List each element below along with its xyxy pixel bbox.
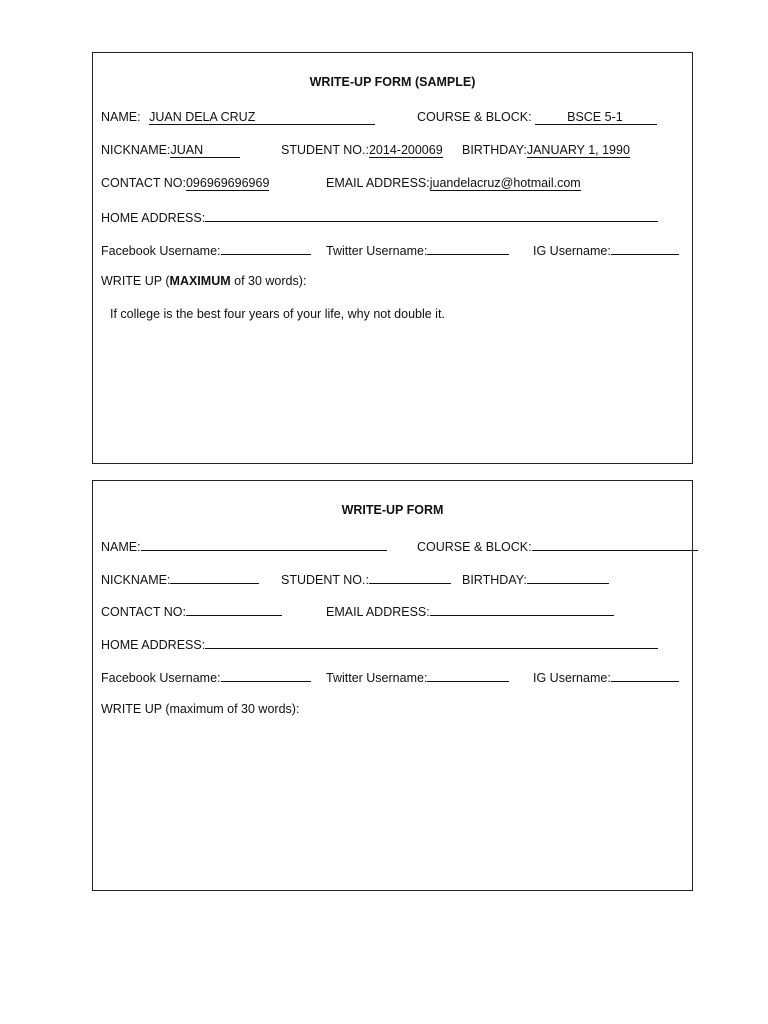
ig-field [533, 242, 679, 258]
contact-value: 096969696969 [185, 176, 270, 190]
home-address-field[interactable] [101, 636, 658, 652]
student-no-field[interactable] [281, 571, 451, 587]
birthday-field[interactable] [462, 571, 609, 587]
contact-label: CONTACT NO: [101, 176, 186, 190]
nickname-field[interactable] [101, 571, 259, 587]
twitter-label: Twitter Username: [326, 244, 428, 258]
name-label: NAME: [101, 540, 141, 554]
nickname-label: NICKNAME: [101, 573, 171, 587]
nickname-blank[interactable] [170, 571, 259, 584]
ig-label: IG Username: [533, 671, 611, 685]
email-label: EMAIL ADDRESS: [326, 176, 430, 190]
twitter-blank[interactable] [427, 669, 509, 682]
contact-field [101, 176, 269, 191]
twitter-field[interactable] [326, 669, 509, 685]
twitter-blank [427, 242, 509, 255]
social-usernames-row [101, 669, 684, 687]
course-block-blank[interactable] [532, 538, 698, 551]
contact-label: CONTACT NO: [101, 605, 186, 619]
home-address-blank[interactable] [205, 636, 658, 649]
contact-email-row [101, 603, 684, 621]
form-title: WRITE-UP FORM (SAMPLE) [309, 75, 476, 89]
name-value: JUAN DELA CRUZ [149, 110, 375, 125]
student-no-value: 2014-200069 [368, 143, 443, 157]
twitter-label: Twitter Username: [326, 671, 428, 685]
ig-blank [611, 242, 679, 255]
facebook-label: Facebook Username: [101, 671, 221, 685]
student-no-field [281, 143, 443, 158]
form-title: WRITE-UP FORM [341, 503, 444, 517]
home-address-field [101, 209, 658, 225]
course-block-label: COURSE & BLOCK: [417, 540, 532, 554]
social-usernames-row [101, 242, 684, 260]
contact-blank[interactable] [186, 603, 282, 616]
twitter-field [326, 242, 509, 258]
nickname-label: NICKNAME: [101, 143, 171, 157]
student-no-blank[interactable] [369, 571, 451, 584]
facebook-blank [221, 242, 311, 255]
contact-email-row [101, 176, 684, 194]
home-address-row [101, 209, 684, 227]
ig-label: IG Username: [533, 244, 611, 258]
nickname-student-birthday-row [101, 571, 684, 589]
write-up-label-row [101, 274, 684, 292]
facebook-field [101, 242, 311, 258]
birthday-value: JANUARY 1, 1990 [526, 143, 630, 157]
student-no-label: STUDENT NO.: [281, 143, 369, 157]
facebook-field[interactable] [101, 669, 311, 685]
nickname-value: JUAN [170, 143, 240, 158]
email-field [326, 176, 581, 191]
email-label: EMAIL ADDRESS: [326, 605, 430, 619]
name-label: NAME: [101, 110, 141, 124]
name-course-row [101, 538, 684, 556]
name-field [101, 110, 375, 125]
facebook-label: Facebook Username: [101, 244, 221, 258]
student-no-label: STUDENT NO.: [281, 573, 369, 587]
name-field[interactable] [101, 538, 387, 554]
nickname-student-birthday-row [101, 143, 684, 161]
write-up-label: WRITE UP (maximum of 30 words): [101, 702, 300, 716]
home-address-blank [205, 209, 658, 222]
blank-write-up-form [92, 480, 693, 891]
course-block-label: COURSE & BLOCK: [417, 110, 532, 124]
email-blank[interactable] [430, 603, 614, 616]
sample-write-up-form [92, 52, 693, 464]
facebook-blank[interactable] [221, 669, 311, 682]
birthday-field [462, 143, 630, 158]
ig-blank[interactable] [611, 669, 679, 682]
ig-field[interactable] [533, 669, 679, 685]
write-up-area[interactable] [101, 727, 684, 880]
birthday-label: BIRTHDAY: [462, 143, 527, 157]
home-address-label: HOME ADDRESS: [101, 211, 206, 225]
write-up-label-row [101, 702, 684, 720]
write-up-label: WRITE UP (MAXIMUM of 30 words): [101, 274, 307, 288]
birthday-blank[interactable] [527, 571, 609, 584]
course-block-field[interactable] [417, 538, 698, 554]
home-address-label: HOME ADDRESS: [101, 638, 206, 652]
name-blank[interactable] [141, 538, 387, 551]
email-value: juandelacruz@hotmail.com [429, 176, 581, 190]
email-field[interactable] [326, 603, 614, 619]
contact-field[interactable] [101, 603, 282, 619]
write-up-answer: If college is the best four years of your life, why not double it. [110, 307, 445, 321]
course-block-field [417, 110, 657, 125]
home-address-row [101, 636, 684, 654]
course-block-value: BSCE 5-1 [535, 110, 657, 125]
name-course-row [101, 110, 684, 128]
birthday-label: BIRTHDAY: [462, 573, 527, 587]
nickname-field [101, 143, 240, 158]
